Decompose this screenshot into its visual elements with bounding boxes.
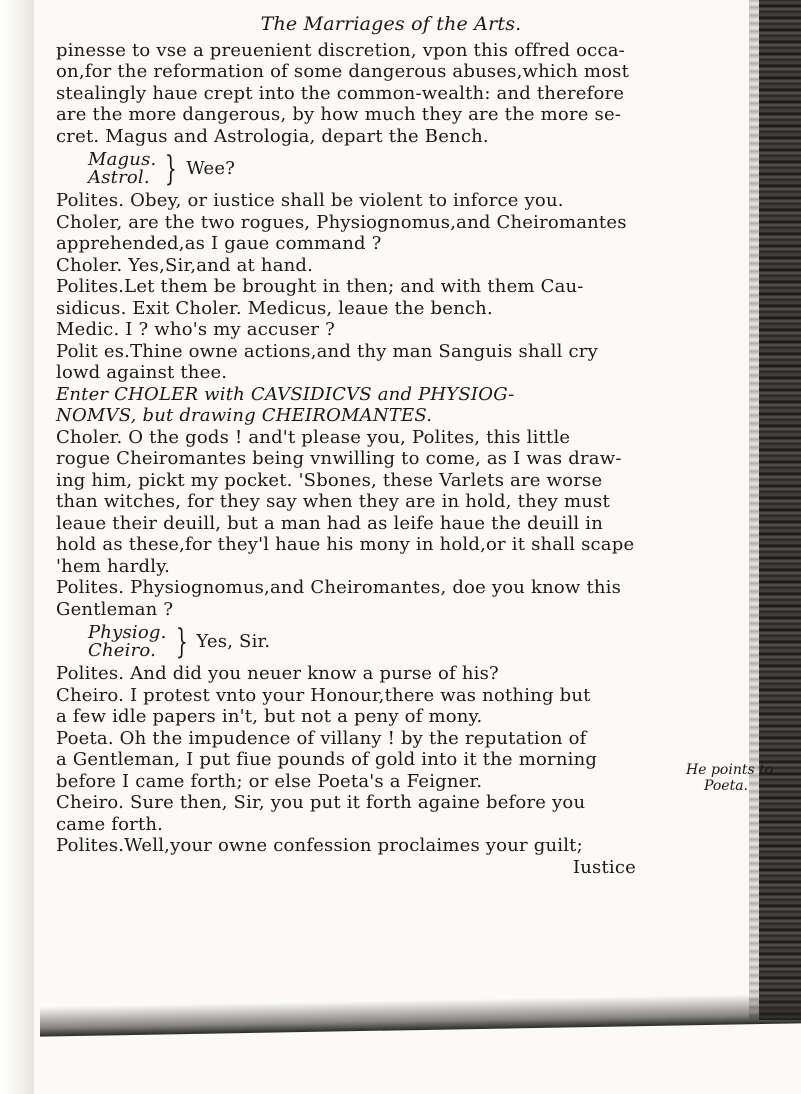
text-line: Choler, are the two rogues, Physiognomus,and Cheiromantes <box>56 211 627 233</box>
text-line: Choler. Yes,Sir,and at hand. <box>56 254 314 276</box>
speaker-name: Magus. <box>88 148 157 170</box>
margin-note-line: He points to <box>686 762 774 778</box>
text-line: Gentleman ? <box>56 598 174 620</box>
text-line: Cheiro. Sure then, Sir, you put it forth againe before you <box>56 792 586 813</box>
page-fore-edge <box>749 0 759 1020</box>
text-line: Medic. I ? who's my accuser ? <box>56 319 335 340</box>
text-line: hold as these,for they'l haue his mony in hold,or it shall scape <box>56 534 635 555</box>
catchword: Iustice <box>572 856 636 878</box>
text-line: on,for the reformation of some dangerous abuses,which most <box>56 61 630 82</box>
text-line: cret. Magus and Astrologia, depart the Bench. <box>56 125 489 147</box>
speaker-name: Astrol. <box>88 166 150 188</box>
text-line: apprehended,as I gaue command ? <box>56 233 382 254</box>
bottom-shadow <box>40 993 801 1036</box>
stage-direction: NOMVS, but drawing CHEIROMANTES. <box>56 405 433 426</box>
running-header: The Marriages of the Arts. <box>260 13 522 35</box>
text-line: Choler. O the gods ! and't please you, Polites, this little <box>56 426 571 448</box>
speaker-reply: Yes, Sir. <box>196 630 271 652</box>
text-line: Polites.Well,your owne confession proclaimes your guilt; <box>56 835 583 856</box>
text-line: Polites. Physiognomus,and Cheiromantes, doe you know this <box>56 577 622 598</box>
speaker-reply: Wee? <box>186 157 236 179</box>
text-line: Cheiro. I protest vnto your Honour,there was nothing but <box>56 684 591 706</box>
text-line: Polit es.Thine owne actions,and thy man Sanguis shall cry <box>56 340 598 362</box>
text-line: leaue their deuill, but a man had as leife haue the deuill in <box>56 512 604 534</box>
speaker-brace-physiog <box>88 620 656 663</box>
text-line: pinesse to vse a preuenient discretion, vpon this offred occa- <box>56 39 625 61</box>
stage-direction: Enter CHOLER with CAVSIDICVS and PHYSIOG- <box>56 383 515 405</box>
text-line: Polites. And did you neuer know a purse of his? <box>56 663 499 684</box>
text-line: ing him, pickt my pocket. 'Sbones, these Varlets are worse <box>56 469 603 491</box>
speaker-name: Physiog. <box>88 621 167 643</box>
speaker-name: Cheiro. <box>88 639 157 661</box>
text-line: lowd against thee. <box>56 362 228 383</box>
margin-note-line: Poeta. <box>704 778 748 794</box>
page-text <box>56 14 656 878</box>
text-line: than witches, for they say when they are in hold, they must <box>56 491 610 512</box>
text-line: stealingly haue crept into the common-wealth: and therefore <box>56 82 625 104</box>
text-line: came forth. <box>56 813 164 835</box>
text-line: sidicus. Exit Choler. Medicus, leaue the bench. <box>56 297 493 319</box>
text-line: before I came forth; or else Poeta's a Feigner. <box>56 770 483 792</box>
text-line: a Gentleman, I put fiue pounds of gold into it the morning <box>56 749 598 770</box>
text-line: are the more dangerous, by how much they are the more se- <box>56 104 622 125</box>
book-binding <box>759 0 801 1020</box>
text-line: rogue Cheiromantes being vnwilling to come, as I was draw- <box>56 448 622 469</box>
text-line: Poeta. Oh the impudence of villany ! by the reputation of <box>56 727 587 749</box>
speaker-brace-magus <box>88 147 656 190</box>
text-line: Polites.Let them be brought in then; and with them Cau- <box>56 276 584 297</box>
text-line: 'hem hardly. <box>56 555 171 577</box>
page-left-edge <box>0 0 34 1094</box>
brace-icon: } <box>165 148 178 189</box>
text-line: Polites. Obey, or iustice shall be violent to inforce you. <box>56 190 564 211</box>
brace-icon: } <box>175 621 188 662</box>
text-line: a few idle papers in't, but not a peny of mony. <box>56 706 483 727</box>
margin-note <box>686 762 773 794</box>
